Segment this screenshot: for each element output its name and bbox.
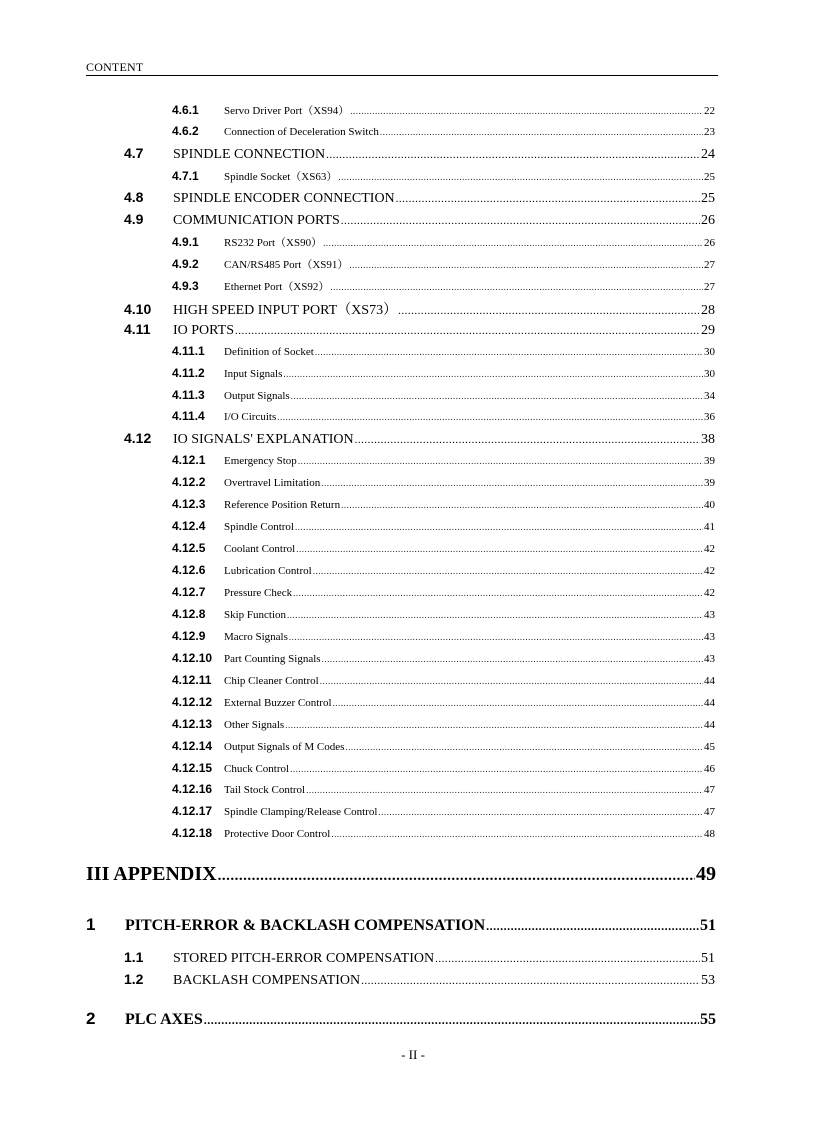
toc-entry[interactable] [172, 453, 715, 467]
dot-leader [285, 720, 703, 730]
toc-entry[interactable] [172, 717, 715, 731]
dot-leader [204, 1013, 699, 1028]
toc-entry-page: 25 [701, 191, 715, 206]
toc-entry[interactable] [172, 826, 715, 840]
dot-leader [306, 785, 703, 795]
toc-entry-title: Reference Position Return [224, 499, 341, 511]
toc-entry-number: 4.7.1 [172, 169, 199, 183]
toc-entry-title: Spindle Socket（XS63） [224, 171, 338, 183]
toc-entry[interactable] [172, 629, 715, 643]
dot-leader [313, 566, 703, 576]
dot-leader [298, 456, 703, 466]
toc-entry-page: 47 [704, 806, 715, 818]
dot-leader [287, 610, 703, 620]
dot-leader [341, 500, 703, 510]
dot-leader [378, 807, 703, 817]
toc-entry-title: Protective Door Control [224, 828, 331, 840]
toc-entry-number: 4.12.8 [172, 607, 206, 621]
dot-leader [331, 829, 703, 839]
dot-leader [289, 632, 703, 642]
toc-entry-number: 4.12.15 [172, 761, 213, 775]
toc-entry-number: 4.11.3 [172, 388, 205, 402]
toc-entry[interactable] [172, 782, 715, 796]
dot-leader [315, 347, 703, 357]
dot-leader [396, 193, 700, 205]
toc-entry-page: 28 [701, 303, 715, 318]
toc-entry[interactable] [172, 168, 715, 184]
toc-entry-page: 27 [704, 259, 715, 271]
toc-entry[interactable] [124, 321, 715, 339]
toc-entry-number: 4.7 [124, 145, 144, 161]
toc-entry-title: Overtravel Limitation [224, 477, 321, 489]
toc-entry-page: 55 [700, 1011, 716, 1028]
toc-entry[interactable] [172, 761, 715, 775]
toc-entry-title: Lubrication Control [224, 565, 312, 577]
toc-entry-number: 4.12.16 [172, 782, 213, 796]
toc-entry-page: 34 [704, 390, 715, 402]
dot-leader [486, 919, 699, 934]
dot-leader [277, 412, 703, 422]
toc-entry-number: 4.9.3 [172, 279, 199, 293]
toc-entry-number: 4.8 [124, 189, 144, 205]
toc-entry-title: Connection of Deceleration Switch [224, 126, 379, 138]
dot-leader [330, 282, 703, 292]
toc-entry[interactable] [172, 344, 715, 358]
toc-entry-title: PLC AXES [125, 1011, 203, 1028]
toc-entry[interactable] [172, 234, 715, 250]
toc-entry-number: 4.10 [124, 301, 152, 317]
dot-leader [355, 434, 700, 446]
dot-leader [338, 172, 703, 182]
toc-entry-page: 27 [704, 281, 715, 293]
toc-entry-number: 4.12.3 [172, 497, 206, 511]
toc-entry-page: 26 [704, 237, 715, 249]
toc-entry-title: III APPENDIX [86, 863, 217, 885]
toc-entry-title: Macro Signals [224, 631, 288, 643]
toc-entry-number: 4.12.17 [172, 804, 213, 818]
toc-entry[interactable] [172, 366, 715, 380]
dot-leader [435, 953, 700, 965]
toc-entry-page: 38 [701, 432, 715, 447]
toc-entry-number: 4.12.1 [172, 453, 206, 467]
toc-entry-number: 4.12.14 [172, 739, 213, 753]
toc-entry-title: Spindle Control [224, 521, 294, 533]
toc-entry-number: 4.12.2 [172, 475, 206, 489]
toc-entry-number: 4.12.6 [172, 563, 206, 577]
toc-entry-title: Output Signals [224, 390, 290, 402]
toc-entry-number: 4.12.18 [172, 826, 213, 840]
toc-entry-page: 36 [704, 411, 715, 423]
toc-entry-number: 4.11.2 [172, 366, 205, 380]
toc-entry-page: 45 [704, 741, 715, 753]
toc-entry-title: Chip Cleaner Control [224, 675, 319, 687]
toc-entry[interactable] [172, 409, 715, 423]
dot-leader [398, 305, 700, 317]
dot-leader [345, 742, 703, 752]
toc-entry-number: 4.9.1 [172, 235, 199, 249]
toc-entry-number: 4.9.2 [172, 257, 199, 271]
toc-entry-page: 39 [704, 477, 715, 489]
toc-entry-title: CAN/RS485 Port（XS91） [224, 259, 349, 271]
dot-leader [293, 588, 703, 598]
toc-entry[interactable] [172, 673, 715, 687]
toc-entry-number: 4.12.12 [172, 695, 213, 709]
dot-leader [235, 325, 700, 337]
toc-entry-number: 4.11.1 [172, 344, 205, 358]
toc-entry-title: Emergency Stop [224, 455, 297, 467]
toc-entry-number: 4.11.4 [172, 409, 205, 423]
toc-entry-page: 47 [704, 784, 715, 796]
toc-entry-page: 24 [701, 147, 715, 162]
toc-entry-page: 44 [704, 675, 715, 687]
dot-leader [295, 522, 703, 532]
toc-entry-number: 4.12.5 [172, 541, 206, 555]
toc-entry-title: Part Counting Signals [224, 653, 321, 665]
toc-entry-title: Skip Function [224, 609, 287, 621]
dot-leader [326, 149, 700, 161]
toc-entry-page: 42 [704, 565, 715, 577]
toc-entry-page: 26 [701, 213, 715, 228]
toc-entry-number: 1.1 [124, 949, 144, 965]
toc-entry-number: 1.2 [124, 971, 144, 987]
toc-entry-page: 29 [701, 323, 715, 338]
toc-entry-title: Spindle Clamping/Release Control [224, 806, 378, 818]
dot-leader [322, 654, 703, 664]
page-number-footer: - II - [401, 1047, 425, 1062]
toc-entry-page: 49 [696, 863, 716, 885]
toc-entry[interactable] [172, 388, 715, 402]
toc-entry-number: 4.12.11 [172, 673, 212, 687]
toc-entry-title: SPINDLE CONNECTION [173, 147, 326, 162]
toc-entry[interactable] [172, 563, 715, 577]
toc-entry[interactable] [124, 145, 715, 163]
toc-entry-title: IO PORTS [173, 323, 235, 338]
toc-entry-page: 30 [704, 368, 715, 380]
toc-entry[interactable] [124, 299, 715, 319]
toc-entry-page: 44 [704, 697, 715, 709]
toc-entry-page: 51 [700, 917, 716, 934]
dot-leader [291, 391, 703, 401]
toc-entry-page: 43 [704, 653, 715, 665]
toc-entry-page: 42 [704, 587, 715, 599]
running-header: CONTENT [86, 60, 144, 74]
toc-entry[interactable] [172, 256, 715, 272]
toc-entry-title: Tail Stock Control [224, 784, 306, 796]
toc-entry-number: 4.6.1 [172, 103, 199, 117]
toc-entry[interactable] [172, 102, 715, 118]
toc-entry[interactable] [124, 430, 715, 448]
dot-leader [380, 127, 703, 137]
toc-entry-page: 23 [704, 126, 715, 138]
toc-entry-title: Other Signals [224, 719, 285, 731]
toc-entry-page: 39 [704, 455, 715, 467]
toc-entry[interactable] [172, 804, 715, 818]
toc-entry-number: 2 [86, 1009, 96, 1028]
toc-entry-number: 1 [86, 915, 96, 934]
toc-entry-title: Output Signals of M Codes [224, 741, 345, 753]
toc-entry-title: BACKLASH COMPENSATION [173, 973, 361, 988]
toc-entry-title: STORED PITCH-ERROR COMPENSATION [173, 951, 435, 966]
toc-entry-title: Chuck Control [224, 763, 290, 775]
toc-entry-title: SPINDLE ENCODER CONNECTION [173, 191, 395, 206]
toc-entry[interactable] [172, 124, 715, 138]
toc-entry-page: 22 [704, 105, 715, 117]
toc-entry-number: 4.12 [124, 430, 152, 446]
toc-entry-page: 43 [704, 609, 715, 621]
toc-entry-number: 4.12.4 [172, 519, 206, 533]
dot-leader [333, 698, 703, 708]
toc-entry[interactable] [172, 695, 715, 709]
toc-entry-title: I/O Circuits [224, 411, 277, 423]
toc-entry-page: 30 [704, 346, 715, 358]
dot-leader [349, 260, 703, 270]
header-rule [86, 75, 718, 76]
toc-entry-title: HIGH SPEED INPUT PORT（XS73） [173, 303, 398, 318]
toc-entry-page: 25 [704, 171, 715, 183]
toc-entry-page: 46 [704, 763, 715, 775]
toc-entry-title: External Buzzer Control [224, 697, 332, 709]
toc-entry-page: 44 [704, 719, 715, 731]
toc-entry-title: Coolant Control [224, 543, 296, 555]
dot-leader [323, 238, 703, 248]
dot-leader [283, 369, 703, 379]
toc-entry[interactable] [124, 189, 715, 207]
dot-leader [341, 215, 700, 227]
toc-entry-title: Servo Driver Port（XS94） [224, 105, 350, 117]
dot-leader [361, 975, 700, 987]
dot-leader [290, 764, 703, 774]
toc-entry-page: 48 [704, 828, 715, 840]
dot-leader [350, 106, 703, 116]
toc-entry-title: COMMUNICATION PORTS [173, 213, 340, 228]
toc-entry-page: 43 [704, 631, 715, 643]
dot-leader [321, 478, 703, 488]
toc-entry-title: IO SIGNALS' EXPLANATION [173, 432, 354, 447]
toc-entry-title: Pressure Check [224, 587, 293, 599]
toc-entry-title: RS232 Port（XS90） [224, 237, 323, 249]
toc-entry[interactable] [172, 739, 715, 753]
toc-entry-number: 4.11 [124, 321, 151, 337]
toc-entry[interactable] [172, 497, 715, 511]
toc-part-heading[interactable] [86, 863, 716, 886]
toc-entry-title: Input Signals [224, 368, 283, 380]
toc-chapter-heading[interactable] [86, 915, 716, 935]
toc-entry-number: 4.12.10 [172, 651, 213, 665]
toc-entry-title: PITCH-ERROR & BACKLASH COMPENSATION [125, 917, 486, 934]
dot-leader [296, 544, 703, 554]
toc-entry[interactable] [124, 971, 715, 989]
toc-entry[interactable] [172, 475, 715, 489]
toc-entry[interactable] [172, 585, 715, 599]
toc-entry-page: 40 [704, 499, 715, 511]
toc-entry-title: Definition of Socket [224, 346, 314, 358]
toc-entry[interactable] [172, 651, 715, 665]
toc-entry-page: 51 [701, 951, 715, 966]
toc-entry-title: Ethernet Port（XS92） [224, 281, 330, 293]
toc-entry-number: 4.6.2 [172, 124, 199, 138]
toc-chapter-heading[interactable] [86, 1009, 716, 1029]
toc-entry-number: 4.12.7 [172, 585, 206, 599]
toc-entry-number: 4.9 [124, 211, 144, 227]
toc-entry-page: 42 [704, 543, 715, 555]
toc-entry[interactable] [172, 541, 715, 555]
toc-entry-page: 53 [701, 973, 715, 988]
toc-entry-page: 41 [704, 521, 715, 533]
toc-entry[interactable] [124, 949, 715, 967]
toc-entry-number: 4.12.9 [172, 629, 206, 643]
toc-entry[interactable] [172, 607, 715, 621]
toc-entry[interactable] [172, 278, 715, 294]
dot-leader [218, 868, 695, 885]
toc-entry[interactable] [172, 519, 715, 533]
dot-leader [320, 676, 703, 686]
toc-entry[interactable] [124, 211, 715, 229]
toc-entry-number: 4.12.13 [172, 717, 213, 731]
